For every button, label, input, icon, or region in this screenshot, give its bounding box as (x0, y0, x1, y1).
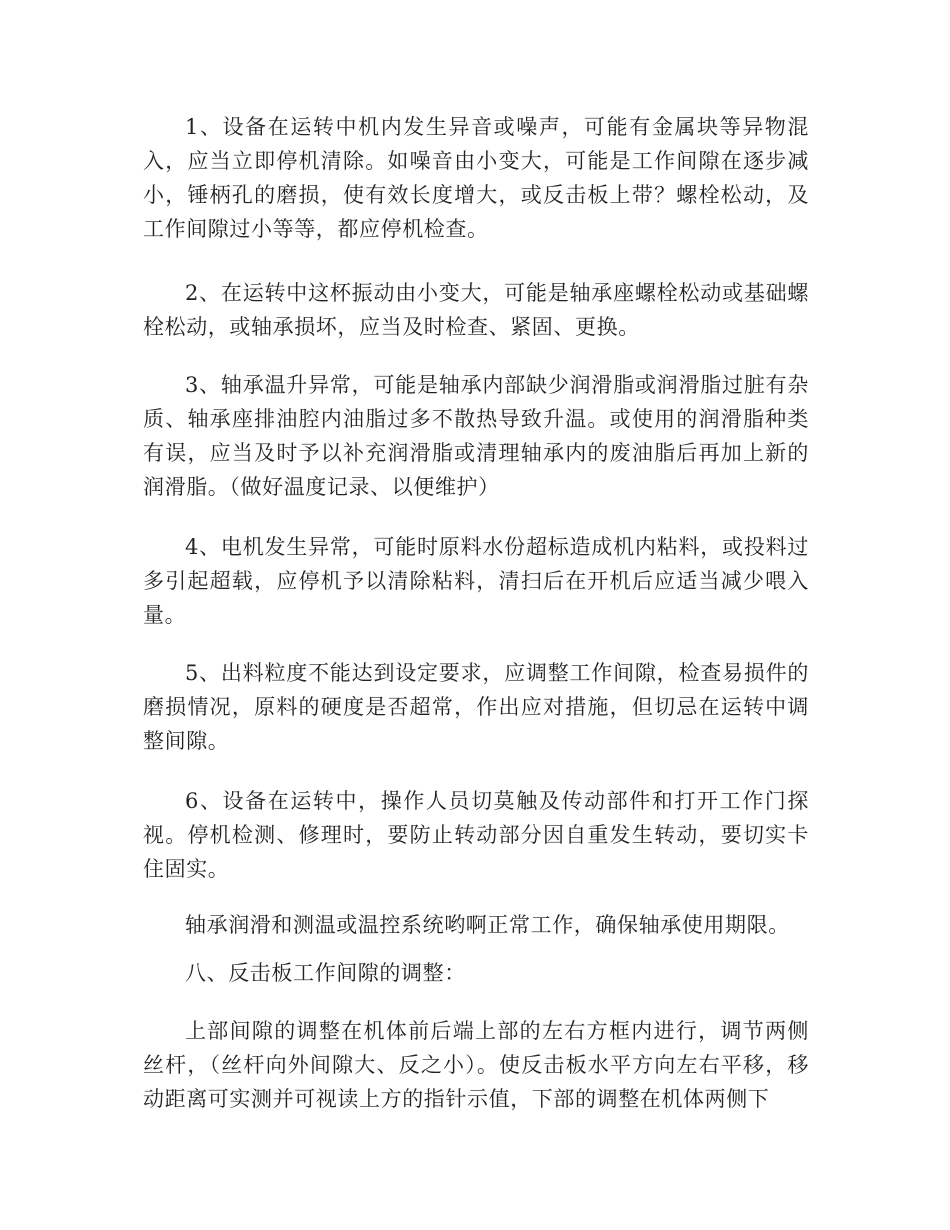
paragraph-motor-abnormal: 4、电机发生异常，可能时原料水份超标造成机内粘料，或投料过多引起超载，应停机予以清除粘料，清扫后在开机后应适当减少喂入量。 (143, 535, 809, 627)
paragraph-bearing-lubrication: 轴承润滑和测温或温控系统哟啊正常工作，确保轴承使用期限。 (185, 913, 790, 937)
paragraph-abnormal-noise: 1、设备在运转中机内发生异音或噪声，可能有金属块等异物混入，应当立即停机清除。如噪音由小变大，可能是工作间隙在逐步减小，锤柄孔的磨损，使有效长度增大，或反击板上带？螺栓松动，及工作间隙过小等等，都应停机检查。 (143, 115, 809, 241)
paragraph-gap-adjustment: 上部间隙的调整在机体前后端上部的左右方框内进行，调节两侧丝杆，（丝杆向外间隙大、反之小）。使反击板水平方向左右平移，移动距离可实测并可视读上方的指针示值，下部的调整在机体两侧下 (143, 1019, 809, 1111)
paragraph-vibration: 2、在运转中这杯振动由小变大，可能是轴承座螺栓松动或基础螺栓松动，或轴承损坏，应当及时检查、紧固、更换。 (143, 281, 809, 339)
paragraph-bearing-temperature: 3、轴承温升异常，可能是轴承内部缺少润滑脂或润滑脂过脏有杂质、轴承座排油腔内油脂过多不散热导致升温。或使用的润滑脂种类有误，应当及时予以补充润滑脂或清理轴承内的废油脂后再加上新的润滑脂。（做好温度记录、以便维护） (143, 373, 809, 499)
paragraph-operation-safety: 6、设备在运转中，操作人员切莫触及传动部件和打开工作门探视。停机检测、修理时，要防止转动部分因自重发生转动，要切实卡住固实。 (143, 789, 809, 881)
paragraph-discharge-size: 5、出料粒度不能达到设定要求，应调整工作间隙，检查易损件的磨损情况，原料的硬度是否超常，作出应对措施，但切忌在运转中调整间隙。 (143, 661, 809, 753)
section-heading-impact-plate-gap: 八、反击板工作间隙的调整： (185, 961, 466, 985)
